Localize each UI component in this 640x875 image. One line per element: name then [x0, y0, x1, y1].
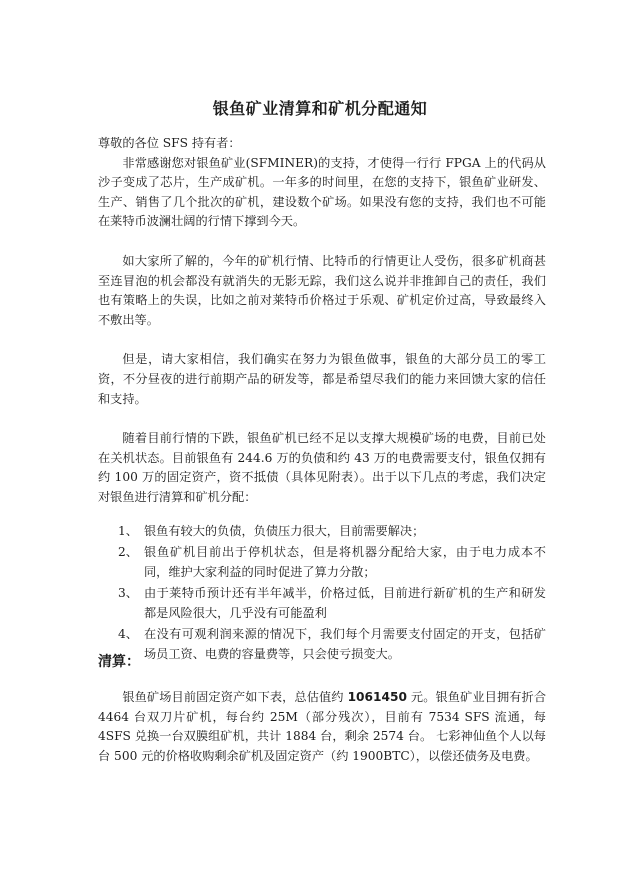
list-item-number: 4、 [118, 627, 138, 642]
paragraph-spacer [98, 330, 546, 350]
document-title: 银鱼矿业清算和矿机分配通知 [212, 99, 428, 118]
list-item-text: 银鱼矿机目前出于停机状态，但是将机器分配给大家，由于电力成本不同，维护大家利益的同时促进了算力分散； [144, 545, 546, 579]
paragraph-market: 如大家所了解的，今年的矿机行情、比特币的行情更让人受伤，很多矿机商甚至连冒泡的机会都没有就消失的无影无踪，我们这么说并非推卸自己的责任，我们也有策略上的失误，比如之前对莱特币价格过于乐观、矿机定价过高，导致最终入不敷出等。 [98, 253, 546, 327]
list-item [98, 543, 546, 582]
reasons-list [98, 522, 546, 665]
list-item [98, 584, 546, 623]
paragraph-thanks: 非常感谢您对银鱼矿业(SFMINER)的支持，才使得一行行 FPGA 上的代码从沙子变成了芯片，生产成矿机。一年多的时间里，在您的支持下，银鱼矿业研发、生产、销售了几个批次的矿机，建设数个矿场。如果没有您的支持，我们也不可能在莱特币波澜壮阔的行情下撑到今天。 [98, 155, 546, 229]
salutation: 尊敬的各位 SFS 持有者： [98, 136, 241, 150]
paragraph-decision: 随着目前行情的下跌，银鱼矿机已经不足以支撑大规模矿场的电费，目前已处在关机状态。目前银鱼有 244.6 万的负债和约 43 万的电费需要支付，银鱼仅拥有约 100 万的固定资产，资不抵债（具体见附表）。出于以下几点的考虑，我们决定对银鱼进行清算和矿机分配： [98, 431, 546, 504]
list-item-number: 1、 [118, 523, 138, 538]
list-item [98, 625, 546, 664]
settlement-body [98, 688, 546, 766]
notice-body [98, 134, 546, 667]
list-item-text: 银鱼有较大的负债，负债压力很大，目前需要解决； [144, 523, 425, 538]
paragraph-spacer [98, 232, 546, 252]
section-title-settlement: 清算： [98, 654, 140, 670]
list-item-text: 在没有可观利润来源的情况下，我们每个月需要支付固定的开支，包括矿场员工资、电费的容量费等，只会使亏损变大。 [144, 627, 546, 662]
settlement-text-before: 银鱼矿场目前固定资产如下表，总估值约 [122, 690, 348, 704]
list-item-text: 由于莱特币预计还有半年减半，价格过低，目前进行新矿机的生产和研发都是风险很大，几乎没有可能盈利 [144, 586, 546, 620]
settlement-text-after: 元。银鱼矿业目拥有折合 4464 台双刀片矿机，每台约 25M（部分残次），目前有 7534 SFS 流通，每 4SFS 兑换一台双膜组矿机，共计 1884 台，剩余 2574 台。 七彩神仙鱼个人以每台 500 元的价格收购剩余矿机及固定资产（约 1900BTC），以偿还债务及电费。 [98, 690, 547, 763]
paragraph-spacer [98, 409, 546, 429]
total-valuation-amount: 1061450 [347, 690, 407, 704]
list-item-number: 2、 [118, 545, 138, 560]
list-item-number: 3、 [118, 586, 138, 601]
paragraph-settlement [98, 688, 546, 766]
paragraph-spacer [98, 508, 546, 522]
list-item [98, 522, 546, 542]
paragraph-trust: 但是，请大家相信，我们确实在努力为银鱼做事，银鱼的大部分员工的零工资，不分昼夜的进行前期产品的研发等，都是希望尽我们的能力来回馈大家的信任和支持。 [98, 352, 546, 406]
